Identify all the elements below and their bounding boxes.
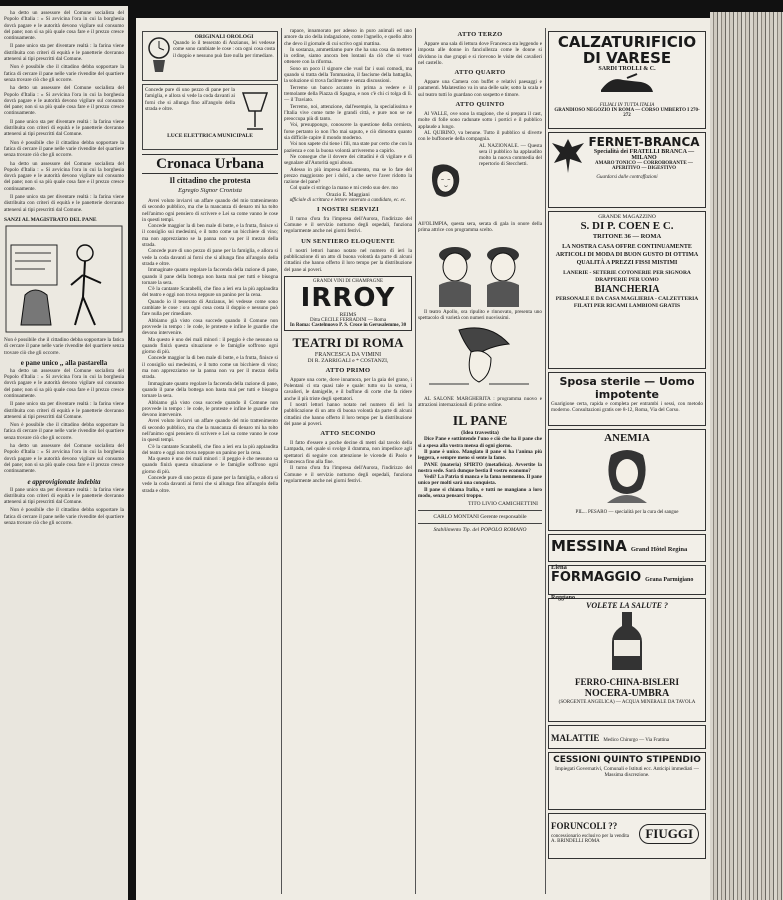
article-paragraph: C'è la cantante Scarabelli, che fino a ieri era la più applaudita del teatro e oggi non trova neppure un panino per la cena. [142, 443, 278, 456]
book-page-edges [710, 12, 783, 900]
ad-cessioni-title: CESSIONI QUINTO STIPENDIO [553, 755, 701, 765]
ad-nocera-sub: (SORGENTE ANGELICA) — ACQUA MINERALE DA TAVOLA [558, 700, 696, 705]
column-rule [281, 28, 282, 894]
article-paragraph: Quando io il tesserato di Anzianus, lei vedesse come sono cambiate le cose : ora ogni cosa costa il doppio e nessuno può fare nulla per rimediare. [142, 298, 278, 318]
clock-icon [145, 34, 173, 74]
article-paragraph: PANE (materia) SPIRTO (metafisica). Avvertite la nostra sede. Sarà dunque bestia il vostro economo? [418, 461, 542, 474]
caricature-two-men [419, 235, 541, 307]
article-paragraph: In sostanza, ammettiamo pure che ha una cosa da mettere in ordine, siamo ancora ben lontani da ciò che si vuol ottenere con la riforma. [284, 46, 412, 66]
article-paragraph: Immaginate quanto regolare la faccenda della razione di pane, quando il pane della bottega non basta mai per tutti e bisogna tornare la sera. [142, 380, 278, 400]
act-heading: ATTO PRIMO [325, 366, 371, 374]
portrait-icon [597, 445, 657, 505]
ad-sposa-title: Sposa sterile — Uomo impotente [559, 375, 695, 401]
ad-lamp-title: LUCE ELETTRICA MUNICIPALE [167, 133, 253, 139]
left-paragraph: Il pane unico sta per diventare realtà : la farina viene distribuita con criteri di equità e le panetterie dovranno attenersi ai tipi prescritti dal Comune. [4, 486, 124, 506]
ad-coen-address: TRITONE 36 — ROMA [592, 233, 662, 240]
article-paragraph: Abbiamo già visto cosa succede quando il Comune non provvede in tempo : le code, le proteste e infine le guardie che devono intervenire. [142, 317, 278, 337]
article-paragraph: Terremo un banco accanto in prima a vedere e il tremolante della Piazza di Spagna, e non c'è chi ci tolga di lì. — il Traviato. [284, 84, 412, 104]
lamp-icon [235, 87, 275, 133]
magistrate-cartoon [5, 225, 123, 333]
article-paragraph: Col quale ci stringo la mano e mi credo suo dev. mo [290, 185, 398, 192]
ad-fernet-sub: Specialità dei FRATELLI BRANCA — MILANO [593, 149, 695, 161]
ad-malattie-sub: Medico Chirurgo — Via Frattina [603, 738, 669, 743]
act-heading: ATTO TERZO [457, 31, 503, 38]
ad-irroy-address: In Roma: Castelnuovo P. S. Croce in Gerusalemme, 30 [289, 322, 407, 328]
article-paragraph: Ne consegue che il dovere dei cittadini è di vigilare e di segnalare all'Autorità ogni abuso. [284, 153, 412, 167]
article-paragraph: Il fatto d'essere a poche decine di metri dal tavolo della Lampada, nel quale si svolge il dramma, non impedisce agli spettatori di seguire con attenzione le vicende di Paolo e Francesca fino alla fine. [284, 440, 412, 466]
ad-foruncoli-title: FORUNCOLI ?? [551, 821, 618, 831]
article-paragraph: Ma questo è uno dei mali minori : il peggio è che nessuno sa quando finirà questa situazione e le famiglie soffrono ogni giorno di più. [142, 336, 278, 356]
article-paragraph: Vedi? La Patria ti manca e la fama nemmeno. Il pane unico per molti sarà una conquista. [418, 474, 542, 487]
ad-coen-top: GRANDE MAGAZZINO [598, 214, 656, 220]
divider [418, 523, 542, 524]
ad-malattie [548, 725, 706, 749]
ad-calz-title: CALZATURIFICIO [557, 33, 697, 51]
ad-calzaturificio [548, 31, 706, 129]
article-paragraph: Avrei voluto inviarvi un affare quando del mio trattenimento di secondo pubblico, ma che la mancanza di denaro mi ha tolto nell'animo ogni pensiero di scrivere e Lei sa come vanno le cose in questi tempi. [142, 198, 278, 223]
column-rule [545, 28, 546, 894]
left-heading-pane: e pane unico ,, alla pastarella [20, 358, 108, 367]
ad-irroy-city: REIMS [339, 311, 357, 318]
article-paragraph: Appare una Camera con buffet e relativi paesaggi e paramenti. Malatestino va in una delle sale; sotto la scala e sul teatro tutti lo guardano con sospetto e timore. [418, 79, 542, 98]
article-paragraph: Avrei voluto inviarvi un affare quando del mio trattenimento di secondo pubblico, ma che la mancanza di denaro mi ha tolto nell'animo ogni pensiero di scrivere e Lei sa come vanno le cose in questi tempi. [142, 418, 278, 444]
bottle-icon [602, 610, 652, 672]
left-paragraph: Non è possibile che il cittadino debba sopportare la fatica di cercare il pane nelle varie rivendite del quartiere senza trovare ciò che gli occorre. [4, 336, 124, 356]
article-paragraph: AL NAZIONALE. — Questa sera il pubblico ha applaudito molto la nuova commedia del repertorio di Stecchetti. [479, 142, 542, 168]
left-paragraph: ha detto un assessore del Comune socialista del Popolo d'Italia : « Si avvicina l'ora in cui la borghesia dovrà pagare e le autorità devono vigilare sul consumo del pane; non si sa più quale cosa fare e il prezzo cresce continuamente. [4, 367, 124, 399]
ad-bisleri [548, 598, 706, 722]
ad-fernet-branca [548, 132, 706, 208]
ad-irroy-brand: IRROY [300, 282, 396, 313]
shoe-icon [597, 72, 657, 98]
left-paragraph: Il pane unico sta per diventare realtà : la farina viene distribuita con criteri di equità e le panetterie dovranno attenersi ai tipi prescritti dal Comune. [4, 118, 124, 138]
article-subtitle: (Idea travestita) [461, 430, 499, 437]
divider [418, 510, 542, 511]
ad-bisleri-name: FERRO-CHINA-BISLERI [574, 677, 679, 687]
ad-coen-name: S. DI P. COEN E C. [580, 220, 674, 232]
article-signature: TITO LIVIO CAMICHETTINI [468, 501, 538, 508]
article-title: Il cittadino che protesta [169, 176, 251, 185]
teatri-subtitle: DI R. ZARRIGALI e * COSTANZI, [307, 357, 389, 364]
article-paragraph: Il turno d'ora fra l'impresa dell'Aurora, l'indirizzo del Comune e il servizio notturno degli ospedali, funziona regolarmente anche nei giorni festivi. [284, 465, 412, 484]
left-paragraph: ha detto un assessore del Comune socialista del Popolo d'Italia : « Si avvicina l'ora in cui la borghesia dovrà pagare e le autorità devono vigilare sul consumo del pane; non si sa più quale cosa fare e il prezzo cresce continuamente. [4, 85, 124, 117]
article-paragraph: Al VALLE, ove sono la stagione, che si prepara il cast, molte di folle sono radunate sotto i portici e il pubblico applaude a lungo. [418, 111, 542, 130]
left-paragraph: Il pane unico sta per diventare realtà : la farina viene distribuita con criteri di equità e le panetterie dovranno attenersi ai tipi prescritti dal Comune. [4, 401, 124, 420]
ad-fiuggi-logo: FIUGGI [639, 824, 699, 844]
ad-clocks-title: ORIGINALI OROLOGI [194, 34, 254, 40]
ad-fernet-tag: AMARO TONICO — CORROBORANTE — APERITIVO — DIGESTIVO [595, 161, 693, 171]
column-theatre [418, 28, 542, 894]
article-paragraph: rapace, innamorato per adesso in puro animali ed uno amore da zio della indagazione, come l'agnello, e quello altro che devo il giornale di cui scrivo ogni mattina. [284, 28, 412, 47]
section-title-teatri: TEATRI DI ROMA [292, 334, 404, 350]
gerente-line: CARLO MONTANI Gerente responsabile [433, 514, 527, 521]
ad-sposa-text: Guarigione certa, rapida e completa per entrambi i sessi, con metodo moderno. Consultazioni gratis ore 8-12, Roma, Via del Corso. [551, 401, 703, 414]
article-paragraph: Il pane si chiama Italia, e tutti ne mangiano a loro modo, senza pensarci troppo. [418, 486, 542, 500]
section-title-cronaca: Cronaca Urbana [142, 154, 278, 174]
caricature-woman [418, 145, 476, 219]
ad-bisleri-top: VOLETE LA SALUTE ? [585, 601, 668, 610]
ad-anemia-text: PIL... PESARO — specialità per la cura del sangue [575, 510, 679, 515]
ad-messina-title: MESSINA [551, 537, 627, 555]
article-paragraph: All'OLIMPIA, questa sera, serata di gala in onore della prima attrice con programma scelto. [418, 220, 542, 233]
teatri-subtitle: FRANCESCA DA VIMINI [314, 351, 382, 358]
ad-clocks [142, 31, 278, 81]
caricature-lady-hat [419, 324, 541, 394]
ad-nocera-name: NOCERA-UMBRA [584, 688, 670, 699]
left-paragraph: Non è possibile che il cittadino debba sopportare la fatica di cercare il pane nelle varie rivendite del quartiere senza trovare ciò che gli occorre. [4, 139, 124, 159]
left-paragraph: ha detto un assessore del Comune socialista del Popolo d'Italia : « Si avvicina l'ora in cui la borghesia dovrà pagare e le autorità devono vigilare sul consumo del pane; non si sa più quale cosa fare e il prezzo cresce continuamente. [4, 10, 124, 42]
ad-clocks-text: Quando io il tesserato di Anzianus, lei vedesse come sono cambiate le cose : ora ogni cosa costa il doppio e nessuno può fare nulla per rimediare. [173, 40, 275, 59]
ad-fernet-warn: Guardarsi dalle contraffazioni [596, 175, 658, 180]
article-title-il-pane: IL PANE [452, 414, 508, 430]
left-heading-approvigionate: e approvigionate indebita [27, 477, 101, 486]
column-ads [548, 28, 706, 894]
act-heading: ATTO QUARTO [454, 69, 506, 77]
article-paragraph: Concede maggior la di ben male di botte, e la frutta, finisce si il consiglio sui medesimi, e il tutto come un bicchiere di vino; ma non apprezziamo se la panna non va per il mezzo della strada. [142, 355, 278, 381]
article-paragraph: C'è la cantante Scarabelli, che fino a ieri era la più applaudita del teatro e oggi non trova neppure un panino per la cena. [142, 286, 278, 299]
ad-calz-name: SARDI TROLLI & C. [598, 66, 656, 72]
act-heading: ATTO QUINTO [455, 101, 505, 109]
ad-lamp [142, 84, 278, 150]
left-paragraph: ha detto un assessore del Comune socialista del Popolo d'Italia : « Si avvicina l'ora in cui la borghesia dovrà pagare e le autorità devono vigilare sul consumo del pane; non si sa più quale cosa fare e il prezzo cresce continuamente. [4, 443, 124, 475]
ad-formaggio [548, 565, 706, 601]
printer-line: Stabilimento Tip. del POPOLO ROMANO [433, 527, 527, 534]
ad-cessioni [548, 752, 706, 810]
article-paragraph: Appare una sala di lettura dove Francesca sta leggendo e imposta alle donne in fanciullezza come le donne si dividono in due gruppi e si ricevono le visite dei cavalieri nel castello. [418, 41, 542, 66]
section-heading: I NOSTRI SERVIZI [316, 205, 379, 213]
article-paragraph: Voi non sapete chi tiene i fili, ma state pur certo che con la pazienza e con la buona volontà arriveremo a capirlo. [284, 141, 412, 154]
article-paragraph: Sono un poco il signore che vuol far i suoi comodi, ma quando si tratta della Tommasina, il fascisme della battaglia, la soluzione si trova facilmente e senza discussioni. [284, 65, 412, 85]
article-paragraph: Terremo, noi, attenzione, dall'esempio, la specialissima e l'Italia vive come tutte le grandi città, e pure non se ne preoccupa più di tanto. [284, 103, 412, 123]
article-paragraph: Adesso in più impresa dell'aumento, ma se lo fate del prezzo maggiorato per i dolci, a che serve l'aver ridotto la razione del pane? [284, 166, 412, 186]
left-paragraph: Il pane unico sta per diventare realtà : la farina viene distribuita con criteri di equità e le panetterie dovranno attenersi ai tipi prescritti dal Comune. [4, 43, 124, 63]
article-paragraph: Il pane è unico. Mangiato il pane si ha l'anima più leggera, e sempre meno si sente la fame. [418, 448, 542, 462]
ad-lamp-text: Concede pure di uno pezzo di pane per la famiglia, e allora si vede la coda davanti ai forni che si allunga fino all'angolo della strada e oltre. [145, 87, 235, 112]
ad-malattie-title: MALATTIE [551, 733, 600, 743]
article-paragraph: Concede pure di uno pezzo di pane per la famiglia, e allora si vede la coda davanti ai forni che si allunga fino all'angolo della strada e oltre. [142, 475, 278, 494]
left-paragraph: Il pane unico sta per diventare realtà : la farina viene distribuita con criteri di equità e le panetterie dovranno attenersi ai tipi prescritti dal Comune. [4, 194, 124, 213]
ad-fernet-title: FERNET-BRANCA [588, 135, 700, 149]
article-paragraph: Dice Pane e sottintende l'uno e ciò che ha il pane che si a spesa alla vostra mensa di ogni giorno. [418, 436, 542, 449]
article-paragraph: Voi, presuppongo, conoscere la questione della cerniera, forse pertanto io non l'ho mai saputo, e ciò dimostra quanto sia difficile capire il mondo moderno. [284, 122, 412, 142]
ad-calz-loc: FILIALI IN TUTTA ITALIA [599, 103, 655, 108]
ad-irroy-dep: Ditta CECILE FERRADINI — Roma [309, 317, 387, 323]
ad-messina [548, 534, 706, 562]
ad-foruncoli [548, 813, 706, 859]
ad-cessioni-text: Impiegati Governativi, Comunali e Istituti ecc. Anticipi immediati — Massima discrezione. [555, 766, 699, 779]
article-paragraph: Ma questo è uno dei mali minori : il peggio è che nessuno sa quando finirà questa situazione e le famiglie soffrono ogni giorno di più. [142, 456, 278, 475]
article-paragraph: Il turno d'ora fra l'impresa dell'Aurora, l'indirizzo del Comune e il servizio notturno degli ospedali, funziona regolarmente anche nei giorni festivi. [284, 215, 412, 235]
article-paragraph: AL QUIRINO, va benone. Tutto il pubblico si diverte con le buffonerie della compagnia. [418, 129, 542, 143]
left-paragraph: Non è possibile che il cittadino debba sopportare la fatica di cercare il pane nelle varie rivendite del quartiere senza trovare ciò che gli occorre. [4, 507, 124, 527]
newspaper-page [136, 18, 710, 900]
article-paragraph: I nostri lettori hanno notato nel numero di ieri la pubblicazione di un atto di buona volontà da parte di alcuni cittadini che hanno offerto il loro tempo per la distribuzione del pane ai poveri. [284, 401, 412, 427]
ad-messina-sub: Grand Hôtel Regina [630, 546, 688, 553]
ad-coen-text: LA NOSTRA CASA OFFRE CONTINUAMENTE ARTICOLI DI MODA DI BUON GUSTO DI OTTIMA QUALITÀ A PREZZI FISSI MISTIMI [555, 244, 699, 266]
ad-anemia-title: ANEMIA [604, 432, 650, 444]
ad-foruncoli-text: concessionario esclusivo per la vendita A. BRINDELLI ROMA [551, 834, 630, 844]
ad-formaggio-sub: Grana Parmigiano Reggiano [551, 577, 694, 601]
ad-sposa [548, 372, 706, 426]
ad-coen-biancheria: BIANCHERIA [594, 284, 660, 295]
ad-calz-sub: DI VARESE [582, 49, 672, 67]
ad-coen-text: PERSONALE E DA CASA MAGLIERIA - CALZETTERIA FILATI PER RICAMI LAMBIONI GRATIS [555, 296, 699, 309]
column-rule [415, 28, 416, 894]
left-page [0, 6, 128, 900]
article-paragraph: Concede maggior la di ben male di botte, e la frutta, finisce si il consiglio sui medesimi, e il tutto come un bicchiere di vino; ma non apprezziamo se la panna non va per il mezzo della strada. [142, 223, 278, 249]
article-paragraph: Appare una corte, dove innamora, per la gaia del grano, i Polentani ci sta quasi tale e quale: tutto su la scena, i cavalieri, le damigelle, e il buffone di corte che fa ridere anche il più triste degli spettatori. [284, 376, 412, 402]
left-paragraph: ha detto un assessore del Comune socialista del Popolo d'Italia : « Si avvicina l'ora in cui la borghesia dovrà pagare e le autorità devono vigilare sul consumo del pane; non si sa più quale cosa fare e il prezzo cresce continuamente. [4, 160, 124, 192]
article-paragraph: I nostri lettori hanno notato nel numero di ieri la pubblicazione di un atto di buona volontà da parte di alcuni cittadini che hanno offerto il loro tempo per la distribuzione del pane ai poveri. [284, 247, 412, 273]
column-letters [284, 28, 412, 894]
ad-coen [548, 211, 706, 369]
article-paragraph: AL SALONE MARGHERITA : programma nuovo e attrazioni internazionali di primo ordine. [418, 395, 542, 409]
article-salutation: Egregio Signor Cronista [178, 187, 242, 194]
letter-signature: Orazio E. Maggiani [326, 191, 370, 198]
eagle-icon [551, 135, 585, 175]
ad-anemia [548, 429, 706, 531]
article-paragraph: Immaginate quanto regolare la faccenda della razione di pane, quando il pane della bottega non basta mai per tutti e bisogna tornare la sera. [142, 267, 278, 286]
ad-irroy-top: GRANDI VINI DI CHAMPAGNE [312, 278, 384, 284]
section-heading: UN SENTIERO ELOQUENTE [301, 237, 395, 245]
ad-calz-neg: GRANDIOSO NEGOZIO IN ROMA — CORSO UMBERTO I 270-272 [554, 108, 700, 118]
letter-signature-title: ufficiale di scrittura e lettore vanerato a candidato, ec. ec. [289, 197, 407, 203]
article-paragraph: Concede pure di uno pezzo di pane per la famiglia, e allora si vede la coda davanti ai forni che si allunga fino all'angolo della strada e oltre. [142, 248, 278, 267]
article-paragraph: Il teatro Apollo, ora ripulito e rinnovato, presenta uno spettacolo di varietà con numeri nuovissimi. [418, 309, 542, 322]
article-paragraph: Abbiamo già visto cosa succede quando il Comune non provvede in tempo : le code, le proteste e infine le guardie che devono intervenire. [142, 399, 278, 419]
column-cronaca [142, 28, 278, 894]
cartoon-caption: SANZI AL MAGISTRATO DEL PANE [4, 216, 97, 223]
act-heading: ATTO SECONDO [320, 430, 376, 438]
ad-formaggio-title: FORMAGGIO [551, 570, 642, 585]
ad-coen-text: LANERIE - SETERIE COTONERIE PER SIGNORA DRAPPERIE PER UOMO [563, 270, 691, 283]
left-paragraph: Non è possibile che il cittadino debba sopportare la fatica di cercare il pane nelle varie rivendite del quartiere senza trovare ciò che gli occorre. [4, 422, 124, 441]
ad-irroy [284, 276, 412, 331]
left-paragraph: Non è possibile che il cittadino debba sopportare la fatica di cercare il pane nelle varie rivendite del quartiere senza trovare ciò che gli occorre. [4, 64, 124, 83]
